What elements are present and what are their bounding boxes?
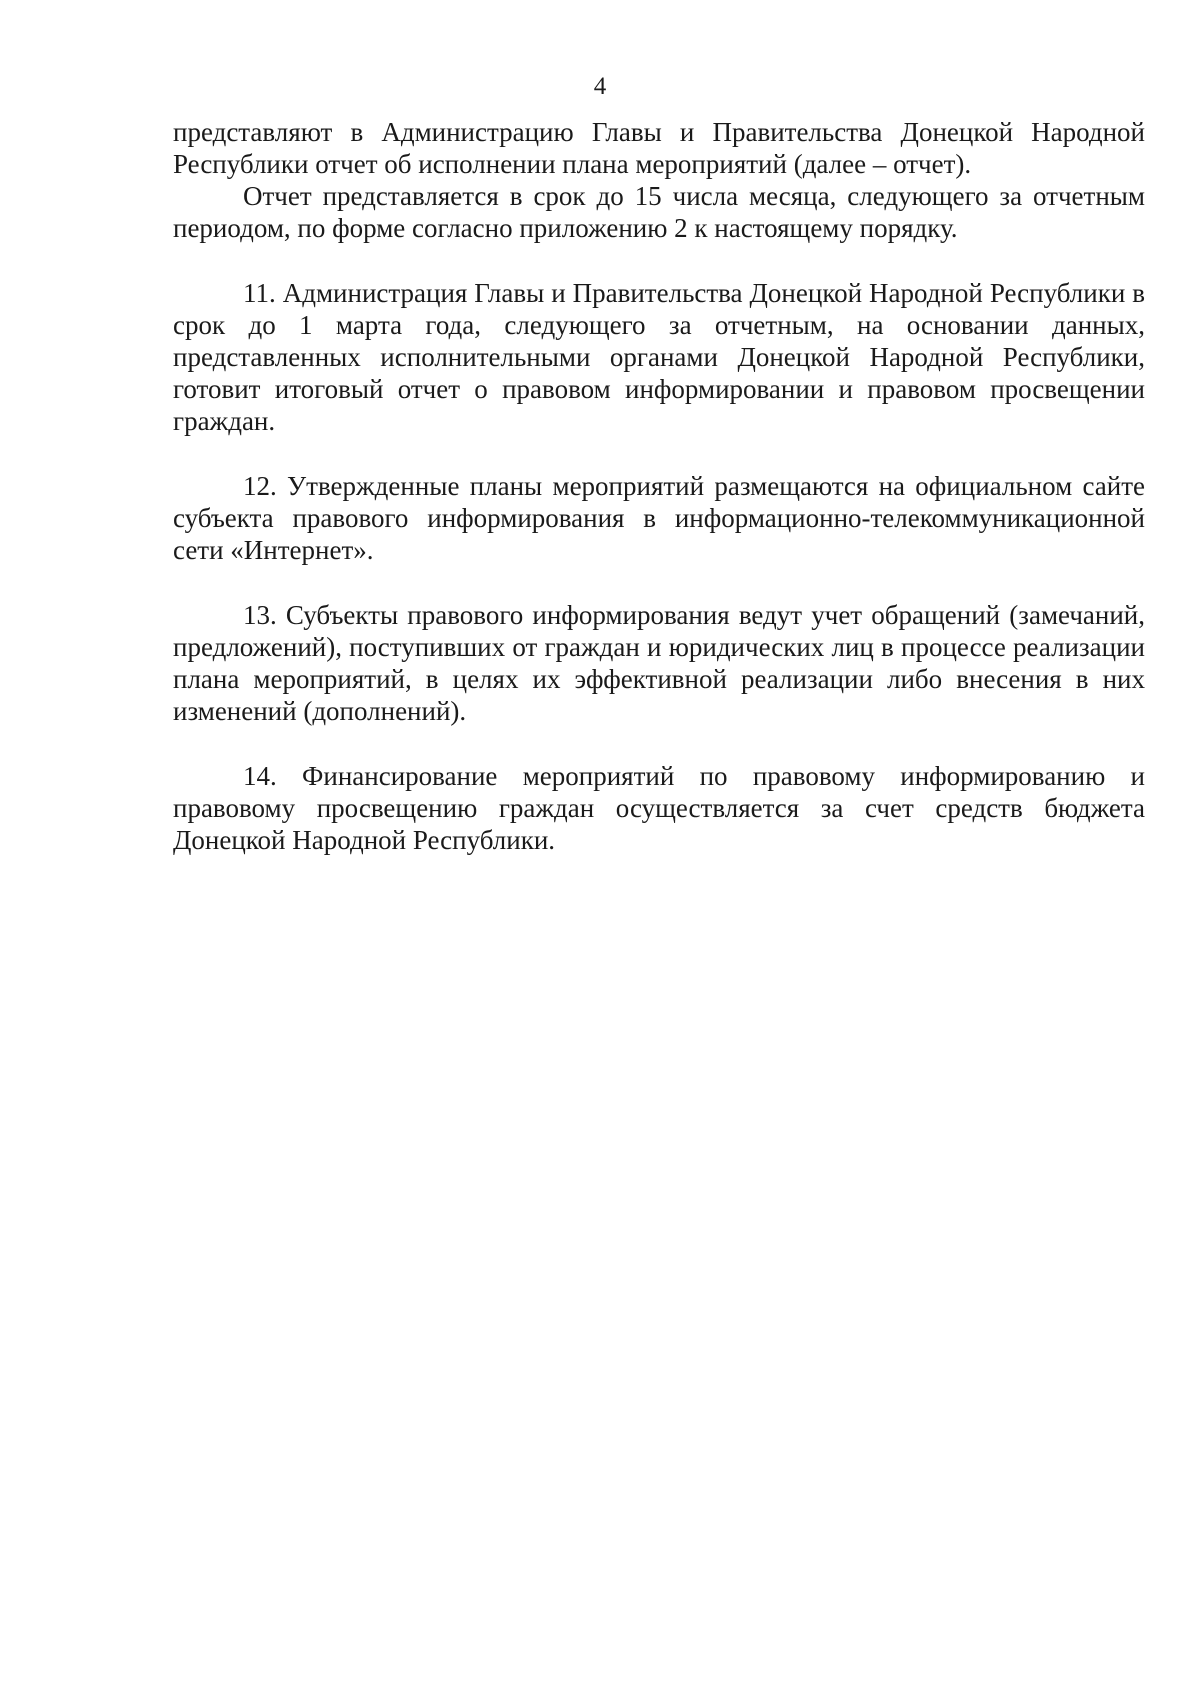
page-number: 4 [593, 73, 607, 100]
paragraph-item-11: 11. Администрация Главы и Правительства Донецкой Народной Республики в срок до 1 марта года, следующего за отчетным, на основании данных, представленных исполнительными органами Донецкой Народной Республики, готовит итоговый отчет о правовом информировании и правовом просвещении граждан. [173, 278, 1145, 436]
paragraph-report-deadline: Отчет представляется в срок до 15 числа месяца, следующего за отчетным периодом, по форме согласно приложению 2 к настоящему порядку. [173, 181, 1145, 243]
paragraph-item-14: 14. Финансирование мероприятий по правовому информированию и правовому просвещению граждан осуществляется за счет средств бюджета Донецкой Народной Республики. [173, 761, 1145, 855]
paragraph-item-12: 12. Утвержденные планы мероприятий размещаются на официальном сайте субъекта правового информирования в информационно-телекоммуникационной сети «Интернет». [173, 471, 1145, 565]
document-body [173, 116, 1145, 856]
paragraph-item-13: 13. Субъекты правового информирования ведут учет обращений (замечаний, предложений), поступивших от граждан и юридических лиц в процессе реализации плана мероприятий, в целях их эффективной реализации либо внесения в них изменений (дополнений). [173, 600, 1145, 726]
paragraph-continuation: представляют в Администрацию Главы и Правительства Донецкой Народной Республики отчет об исполнении плана мероприятий (далее – отчет). [173, 117, 1145, 179]
